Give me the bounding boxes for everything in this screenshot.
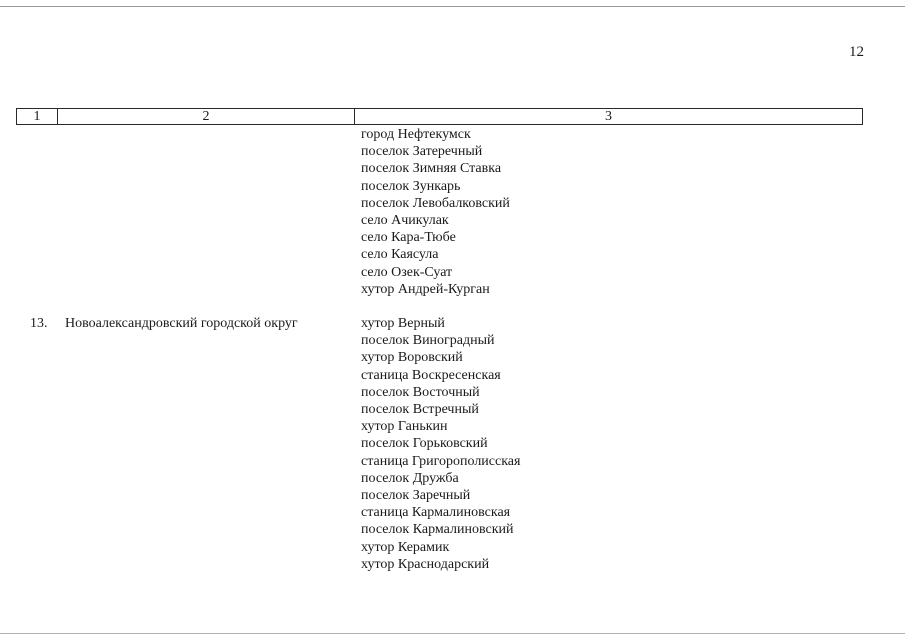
settlement-item: поселок Заречный	[361, 488, 471, 504]
municipality-name: Новоалександровский городской округ	[65, 316, 298, 331]
settlement-item: хутор Верный	[361, 316, 445, 331]
entry-number: 13.	[30, 316, 48, 331]
settlement-item: поселок Горьковский	[361, 436, 488, 452]
settlement-item: хутор Андрей-Курган	[361, 281, 490, 297]
settlement-item: станица Кармалиновская	[361, 505, 511, 521]
column-header-table	[16, 108, 863, 125]
settlement-item: поселок Зимняя Ставка	[361, 161, 502, 177]
settlement-item: поселок Виноградный	[361, 333, 495, 349]
settlement-item: поселок Левобалковский	[361, 195, 510, 211]
scan-border-bottom	[0, 633, 905, 634]
settlement-item: село Кара-Тюбе	[361, 230, 456, 246]
settlement-item: поселок Встречный	[361, 402, 479, 418]
column-header-1: 1	[17, 109, 58, 125]
settlement-item: станица Воскресенская	[361, 367, 501, 383]
settlement-item: поселок Дружба	[361, 470, 459, 486]
settlement-item: село Озек-Суат	[361, 264, 453, 280]
municipality-settlement-list	[361, 315, 520, 573]
settlement-item: поселок Затеречный	[361, 144, 483, 160]
settlement-item: хутор Ганькин	[361, 419, 448, 435]
column-header-3: 3	[355, 109, 863, 125]
scan-border-top	[0, 6, 905, 7]
settlement-item: село Ачикулак	[361, 213, 449, 229]
settlement-item: хутор Керамик	[361, 539, 450, 555]
column-header-2: 2	[58, 109, 355, 125]
continued-settlement-list	[361, 126, 510, 298]
settlement-item: поселок Кармалиновский	[361, 522, 514, 538]
settlement-item: поселок Зункарь	[361, 178, 461, 194]
settlement-item: хутор Краснодарский	[361, 556, 490, 572]
settlement-item: станица Григорополисская	[361, 453, 521, 469]
settlement-item: село Каясула	[361, 247, 439, 263]
page-number: 12	[849, 44, 864, 60]
settlement-item: город Нефтекумск	[361, 127, 471, 142]
settlement-item: поселок Восточный	[361, 384, 480, 400]
settlement-item: хутор Воровский	[361, 350, 463, 366]
column-header-row	[17, 109, 863, 125]
